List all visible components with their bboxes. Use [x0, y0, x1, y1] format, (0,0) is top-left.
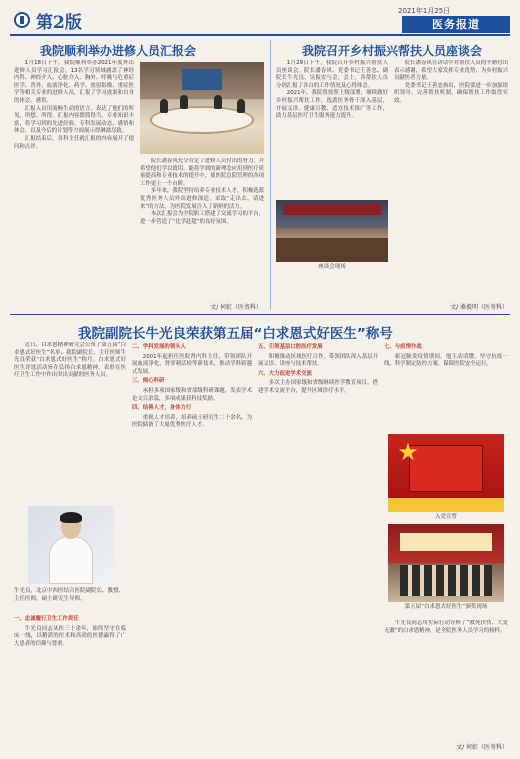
doctor-hair: [60, 512, 82, 523]
meeting-screen: [182, 69, 222, 89]
article2-paragraph-1: 1月29日下午，我院召开乡村振兴帮扶人员座谈会。院长潘春风、党委书记王善忠、副院长牛光良、吴振安与会。会上，各帮扶人员分别汇报了各自的工作情况及心得体会。: [276, 60, 388, 89]
section-5-heading: 五、引领基层口腔医疗发展: [258, 344, 323, 350]
section-2-heading: 二、学科发展的领头人: [132, 344, 186, 350]
article2-title: 我院召开乡村振兴帮扶人员座谈会: [302, 44, 483, 58]
doctor-coat: [49, 536, 94, 584]
doctor-portrait: [28, 506, 114, 584]
article1-byline: 文/ 何虹（医务科）: [210, 304, 262, 311]
header-rule: [10, 34, 510, 36]
article2-paragraph-4: 党委书记王善忠指出，医院要进一步加强组织领导，完善帮扶机制，确保帮扶工作取得实效。: [394, 82, 508, 104]
publication-date: 2021年1月25日: [398, 7, 451, 15]
article3-column-1: [14, 342, 126, 502]
star-icon: ★: [397, 438, 419, 467]
article2-paragraph-2: 2021年，我院将按照上级部署，继续做好乡村振兴帮扶工作，选派医务骨干深入基层，开展义诊、健康宣教、适宜技术推广等工作，助力基层医疗卫生服务能力提升。: [276, 90, 388, 120]
page-header: [0, 0, 520, 34]
article3-intro: 近日，白求恩精神研究会公布了第五届“白求恩式好医生”名单，我院副院长、主任医师牛光良荣获“白求恩式好医生”称号。白求恩式好医生评选活动旨在弘扬白求恩精神，表彰在医疗卫生工作中作出突出贡献的医务人员。: [14, 342, 126, 379]
article1-paragraph-4: 多年来，我院坚持培养专业技术人才，积极选派优秀医务人员外出进修深造，采取“走出去、请进来”的方法，为医院发展注入了新鲜的活力。: [140, 188, 264, 210]
attendee: [214, 95, 222, 109]
section-1-heading: 一、忠诚履行卫生工作责任: [14, 616, 79, 622]
section-1-text: 牛光良同志从医三十余年，始终坚守在临床一线，以精湛的医术和高尚的医德赢得了广大患者的信赖与尊重。: [14, 625, 126, 647]
ribbon: [388, 498, 504, 512]
article1-photo: [140, 62, 264, 154]
section-3-heading: 三、倾心科研: [132, 378, 165, 385]
article2-byline: 文/ 桑毅明（医务科）: [450, 304, 508, 311]
section-6-heading: 六、大力促进学术交流: [258, 370, 312, 377]
doctor-caption: 牛光良，北京中西医结合医院副院长、教授、主任医师，硕士研究生导师。: [14, 588, 125, 602]
article1-body: [14, 60, 134, 205]
section-tag: 医务报道: [402, 16, 510, 33]
article1-paragraph-1: 1月18日下午，我院顺利举办2021年度外出进修人员学习汇报会。13名学习领域涵盖了神经内科、神经介入、心脏介入、胸外、呼吸与危重症医学、普外、血液净化、药学、放射影像、重症医学等相关专业的进修人员，汇报了学习成果和自身的体会、感悟。: [14, 60, 134, 104]
article3-title: 我院副院长牛光良荣获第五届“白求恩式好医生”称号: [78, 326, 393, 342]
section-6-text: 多次主办国家级和省级继续医学教育项目，搭建学术交流平台，提升区域诊疗水平。: [258, 380, 378, 394]
article2-caption: 座谈会现场: [318, 264, 346, 270]
article2-continued: [394, 60, 508, 296]
article1-paragraph-2: 汇报人员用流畅生动的语言，表达了他们的所见、所想、所得。汇报内容繁简得当，专业知识丰富，将学习到的先进经验、专科发展动态、感悟和体会，以及今后的计划等方面展示得淋漓尽致。: [14, 105, 134, 135]
award-people: [400, 565, 493, 596]
attendee: [160, 99, 168, 113]
party-caption: 入党宣誓: [434, 514, 457, 520]
award-caption: 第五届“白求恩式好医生”颁奖现场: [404, 604, 488, 610]
column-divider: [270, 40, 271, 310]
award-photo: [388, 524, 504, 602]
article3-byline: 文/ 何虹（医务科）: [456, 744, 508, 751]
section-2-text: 2001年起担任医院肾内科主任，带领团队开展血液净化、肾穿刺活检等新技术，推动学科跨越式发展。: [132, 353, 252, 375]
article3-conclusion-col: [384, 620, 508, 738]
section-7-heading: 七、与疫情作战: [384, 344, 422, 350]
section-3-text: 承担多项国家级和省部级科研课题，发表学术论文百余篇，多项成果获科技奖励。: [132, 387, 252, 402]
hospital-logo: [14, 12, 30, 28]
section-4-heading: 四、结善人才，身体力行: [132, 405, 192, 412]
attendee: [180, 95, 188, 109]
section-4-text: 重视人才培养，培养硕士研究生二十余名，为医院储备了大量优秀医疗人才。: [132, 414, 252, 429]
article2-body: [276, 60, 388, 200]
article1-title: 我院顺利举办进修人员汇报会: [40, 44, 197, 58]
section-rule: [10, 314, 510, 315]
award-sign: [400, 533, 493, 550]
edition-label: 第2版: [36, 13, 82, 33]
article3-column-1b: [14, 614, 126, 749]
article3-column-3: [258, 342, 378, 750]
article2-paragraph-3: 院长潘春风在讲话中对帮扶人员的辛勤付出表示感谢，希望大家发挥专业优势，为乡村振兴贡献医者力量。: [394, 60, 508, 82]
article2-photo: [276, 200, 388, 262]
article1-paragraph-3: 汇报结束后，各科主任就汇报的内容展开了提问和点评。: [14, 135, 134, 150]
party-photo: [388, 434, 504, 512]
conference-desk: [276, 238, 388, 262]
article3-conclusion: 牛光良同志用实际行动诠释了“救死扶伤、大爱无疆”的白求恩精神，是全院医务人员学习的榜样。: [384, 620, 508, 634]
article3-column-2: [132, 342, 252, 750]
article1-caption: 院长潘春风充分肯定了进修人员付出的努力，并希望他们学以致用，能将学到的新理念应用到医疗质量提高和专业技术的提升中，使医院总院管理的各项工作更上一个台阶。: [140, 158, 264, 187]
meeting-banner: [283, 204, 382, 215]
section-7-text: 新冠肺炎疫情期间，他主动请缨，坚守抗疫一线，科学制定防控方案，保障医院安全运行。: [384, 353, 508, 368]
article1-paragraph-5: 本次汇报会为全院职工搭建了交流学习的平台，进一步营造了“比学赶超”的良好氛围。: [140, 211, 264, 225]
article3-column-4: [384, 342, 508, 430]
article1-continued: [140, 158, 264, 308]
attendee: [237, 99, 245, 113]
section-5-text: 积极推动区域医疗合作，带领团队深入基层开展义诊、讲座与技术帮扶。: [258, 353, 378, 368]
